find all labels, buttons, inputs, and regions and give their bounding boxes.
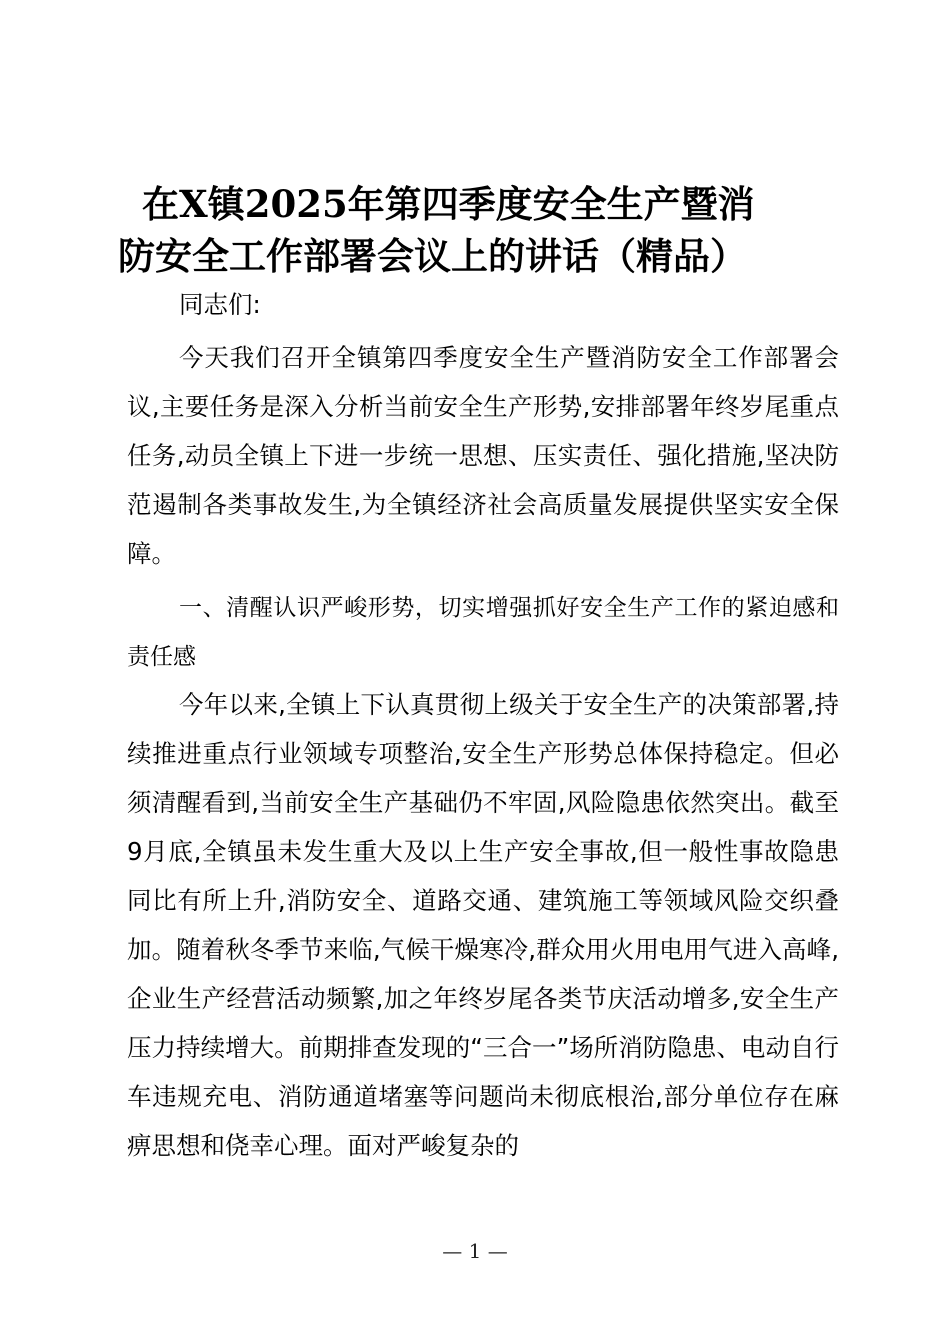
section-heading-1: 一、清醒认识严峻形势，切实增强抓好安全生产工作的紧迫感和责任感 [127, 595, 839, 670]
paragraph-situation: 今年以来,全镇上下认真贯彻上级关于安全生产的决策部署,持续推进重点行业领域专项整治,安全生产形势总体保持稳定。但必须清醒看到,当前安全生产基础仍不牢固,风险隐患依然突出。截至9月底,全镇虽未发生重大及以上生产安全事故,但一般性事故隐患同比有所上升,消防安全、道路交通、建筑施工等领域风险交织叠加。随着秋冬季节来临,气候干燥寒冷,群众用火用电用气进入高峰,企业生产经营活动频繁,加之年终岁尾各类节庆活动增多,安全生产压力持续增大。前期排查发现的“三合一”场所消防隐患、电动自行车违规充电、消防通道堵塞等问题尚未彻底根治,部分单位存在麻痹思想和侥幸心理。面对严峻复杂的 [127, 690, 839, 1160]
paragraph-intro: 今天我们召开全镇第四季度安全生产暨消防安全工作部署会议,主要任务是深入分析当前安全生产形势,安排部署年终岁尾重点任务,动员全镇上下进一步统一思想、压实责任、强化措施,坚决防范遏制各类事故发生,为全镇经济社会高质量发展提供坚实安全保障。 [127, 343, 839, 568]
document-title [118, 178, 838, 282]
title-line-1: 在X镇2025年第四季度安全生产暨消 [142, 182, 755, 226]
greeting: 同志们: [179, 290, 261, 319]
title-line-2: 防安全工作部署会议上的讲话（精品） [118, 234, 747, 278]
page-number: — 1 — [442, 1239, 508, 1263]
